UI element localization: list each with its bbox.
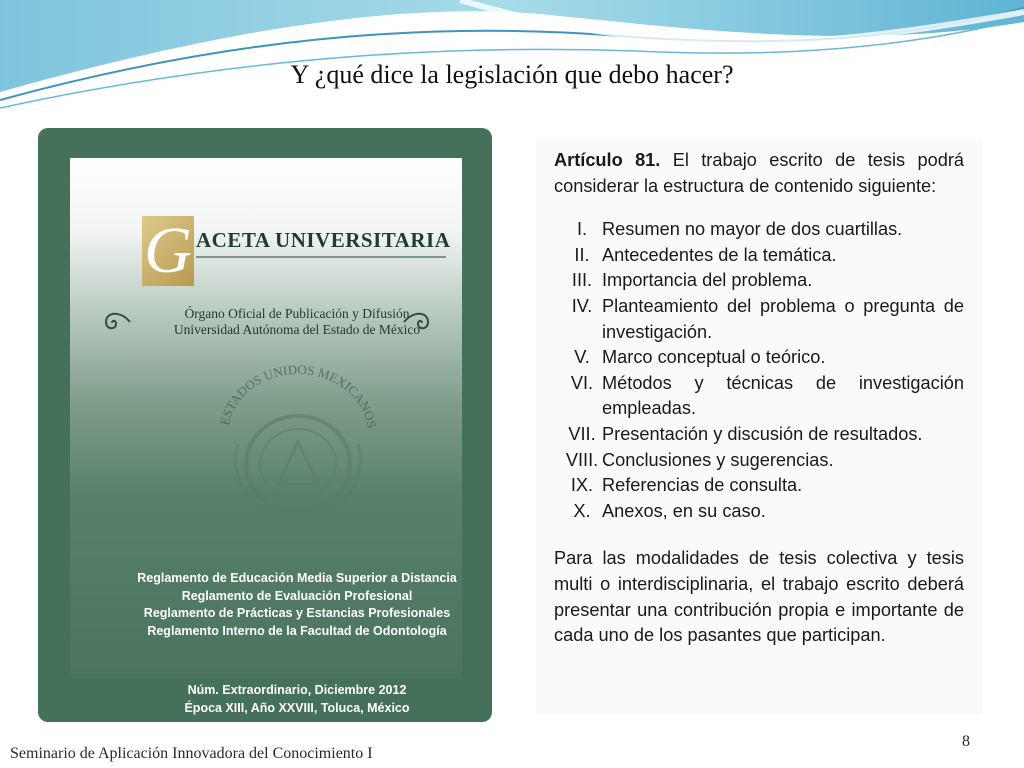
masthead-rule [196,256,446,258]
article-intro [554,148,964,199]
list-item-number: II. [574,244,590,265]
reglamentos-list [70,570,492,640]
list-item-text: Conclusiones y sugerencias. [602,449,834,470]
gaceta-masthead: ACETA UNIVERSITARIA [196,228,451,252]
list-item [554,345,964,371]
list-item [554,499,964,525]
articulo-81-excerpt [536,140,982,714]
list-item-number: III. [571,270,593,291]
list-item-text: Planteamiento del problema o pregunta de investigación. [602,295,964,342]
list-item-text: Resumen no mayor de dos cuartillas. [602,219,903,240]
list-item-text: Referencias de consulta. [602,475,803,496]
list-item-number: IX. [570,475,594,496]
uaemex-seal-icon [208,364,388,534]
reglamento-line: Reglamento de Evaluación Profesional [181,588,413,603]
reglamento-line: Reglamento de Educación Media Superior a Distancia [137,571,457,585]
gaceta-logo: G [142,216,194,286]
reglamento-line: Reglamento de Prácticas y Estancias Profesionales [143,606,451,620]
list-item [554,422,964,448]
list-item-text: Importancia del problema. [602,270,813,291]
structure-list [554,217,964,524]
cover-page [70,158,462,715]
organo-line-1: Órgano Oficial de Publicación y Difusión [184,306,410,321]
organo-line-2: Universidad Autónoma del Estado de México [173,322,421,337]
list-item-text: Marco conceptual o teórico. [602,347,826,368]
issue-line-2: Época XIII, Año XXVIII, Toluca, México [184,700,410,715]
slide-title: Y ¿qué dice la legislación que debo hacer? [290,60,734,89]
list-item [554,371,964,422]
list-item-number: I. [576,219,588,240]
list-item-number: V. [574,347,590,368]
list-item-text: Anexos, en su caso. [602,500,766,521]
list-item-number: IV. [571,295,593,316]
list-item [554,448,964,474]
gaceta-cover-image [38,128,492,722]
list-item [554,473,964,499]
article-intro-text: El trabajo escrito de tesis podrá considerar la estructura de contenido siguiente: [554,150,964,196]
list-item [554,217,964,243]
list-item-text: Presentación y discusión de resultados. [602,423,923,444]
footer-course-title: Seminario de Aplicación Innovadora del Conocimiento I [10,745,373,762]
list-item [554,243,964,269]
seal-text: ESTADOS UNIDOS MEXICANOS [216,364,380,430]
article-closing: Para las modalidades de tesis colectiva y tesis multi o interdisciplinaria, el trabajo escrito deberá presentar una contribución propia e importante de cada uno de los pasantes que participan. [554,548,964,646]
list-item [554,294,964,345]
list-item-number: VIII. [565,449,599,470]
page-number: 8 [962,733,970,750]
header-swoosh [0,0,1024,110]
list-item-text: Antecedentes de la temática. [602,244,837,265]
list-item-number: VII. [568,423,596,444]
organo-oficial [70,306,492,338]
issue-info [70,682,492,717]
list-item-number: X. [573,500,591,521]
reglamento-line: Reglamento Interno de la Facultad de Odontología [147,623,447,638]
issue-line-1: Núm. Extraordinario, Diciembre 2012 [187,683,407,697]
list-item-text: Métodos y técnicas de investigación empleadas. [602,372,964,419]
list-item-number: VI. [570,372,594,393]
article-heading: Artículo 81. [554,150,661,170]
list-item [554,268,964,294]
